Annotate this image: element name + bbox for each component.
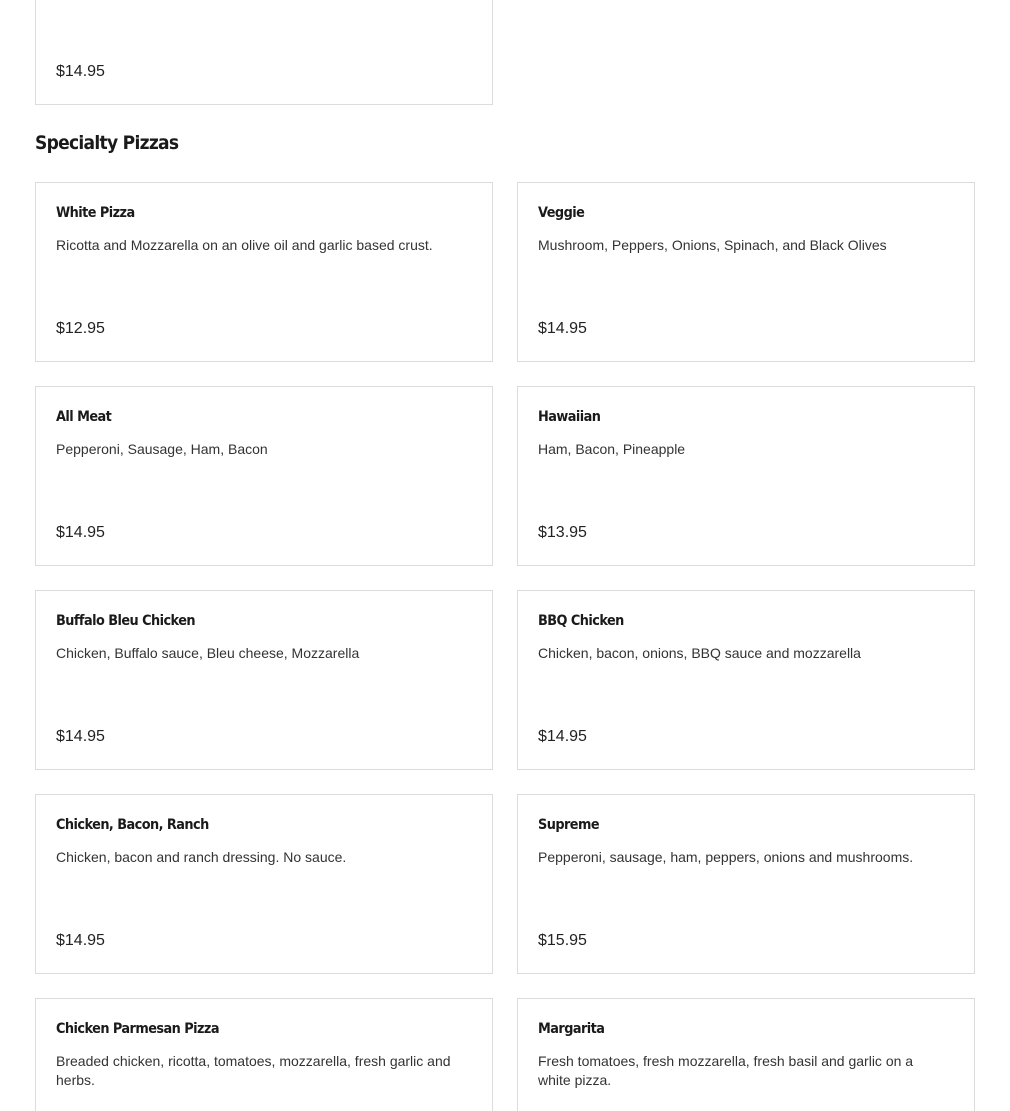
item-price: $14.95 (56, 524, 105, 541)
menu-item-chicken-bacon-ranch[interactable] (35, 794, 493, 974)
item-name: Margarita (538, 1021, 605, 1037)
section-title-specialty-pizzas: Specialty Pizzas (35, 132, 179, 154)
item-price: $13.95 (538, 524, 587, 541)
item-price: $14.95 (56, 932, 105, 949)
menu-item-white-pizza[interactable] (35, 182, 493, 362)
menu-item-card[interactable] (35, 0, 493, 105)
item-description: Fresh tomatoes, fresh mozzarella, fresh basil and garlic on a white pizza. (538, 1053, 914, 1088)
item-name: Veggie (538, 205, 585, 221)
item-price: $15.95 (538, 932, 587, 949)
item-name: Hawaiian (538, 409, 601, 425)
item-name: Chicken Parmesan Pizza (56, 1021, 219, 1037)
menu-item-margarita[interactable] (517, 998, 975, 1111)
item-name: BBQ Chicken (538, 613, 624, 629)
menu-item-veggie[interactable] (517, 182, 975, 362)
item-price: $14.95 (538, 320, 587, 337)
item-description: Mushroom, Peppers, Onions, Spinach, and Black Olives (538, 237, 887, 253)
menu-item-supreme[interactable] (517, 794, 975, 974)
menu-item-buffalo-bleu-chicken[interactable] (35, 590, 493, 770)
item-price: $14.95 (56, 728, 105, 745)
item-name: Supreme (538, 817, 600, 833)
item-price: $12.95 (56, 320, 105, 337)
item-name: Buffalo Bleu Chicken (56, 613, 196, 629)
item-description: Pepperoni, Sausage, Ham, Bacon (56, 441, 268, 457)
item-description: Breaded chicken, ricotta, tomatoes, mozzarella, fresh garlic and herbs. (56, 1053, 451, 1088)
item-description: Pepperoni, sausage, ham, peppers, onions and mushrooms. (538, 849, 914, 865)
menu-item-chicken-parmesan-pizza[interactable] (35, 998, 493, 1111)
item-description: Ham, Bacon, Pineapple (538, 441, 686, 457)
menu-item-bbq-chicken[interactable] (517, 590, 975, 770)
item-price: $14.95 (538, 728, 587, 745)
item-name: Chicken, Bacon, Ranch (56, 817, 209, 833)
item-name: All Meat (56, 409, 112, 425)
item-name: White Pizza (56, 205, 135, 221)
item-description: Ricotta and Mozzarella on an olive oil and garlic based crust. (56, 237, 433, 253)
menu-item-all-meat[interactable] (35, 386, 493, 566)
item-price: $14.95 (56, 63, 105, 80)
menu-item-hawaiian[interactable] (517, 386, 975, 566)
item-description: Chicken, Buffalo sauce, Bleu cheese, Mozzarella (56, 645, 360, 661)
item-description: Chicken, bacon, onions, BBQ sauce and mozzarella (538, 645, 861, 661)
item-description: Chicken, bacon and ranch dressing. No sauce. (56, 849, 347, 865)
